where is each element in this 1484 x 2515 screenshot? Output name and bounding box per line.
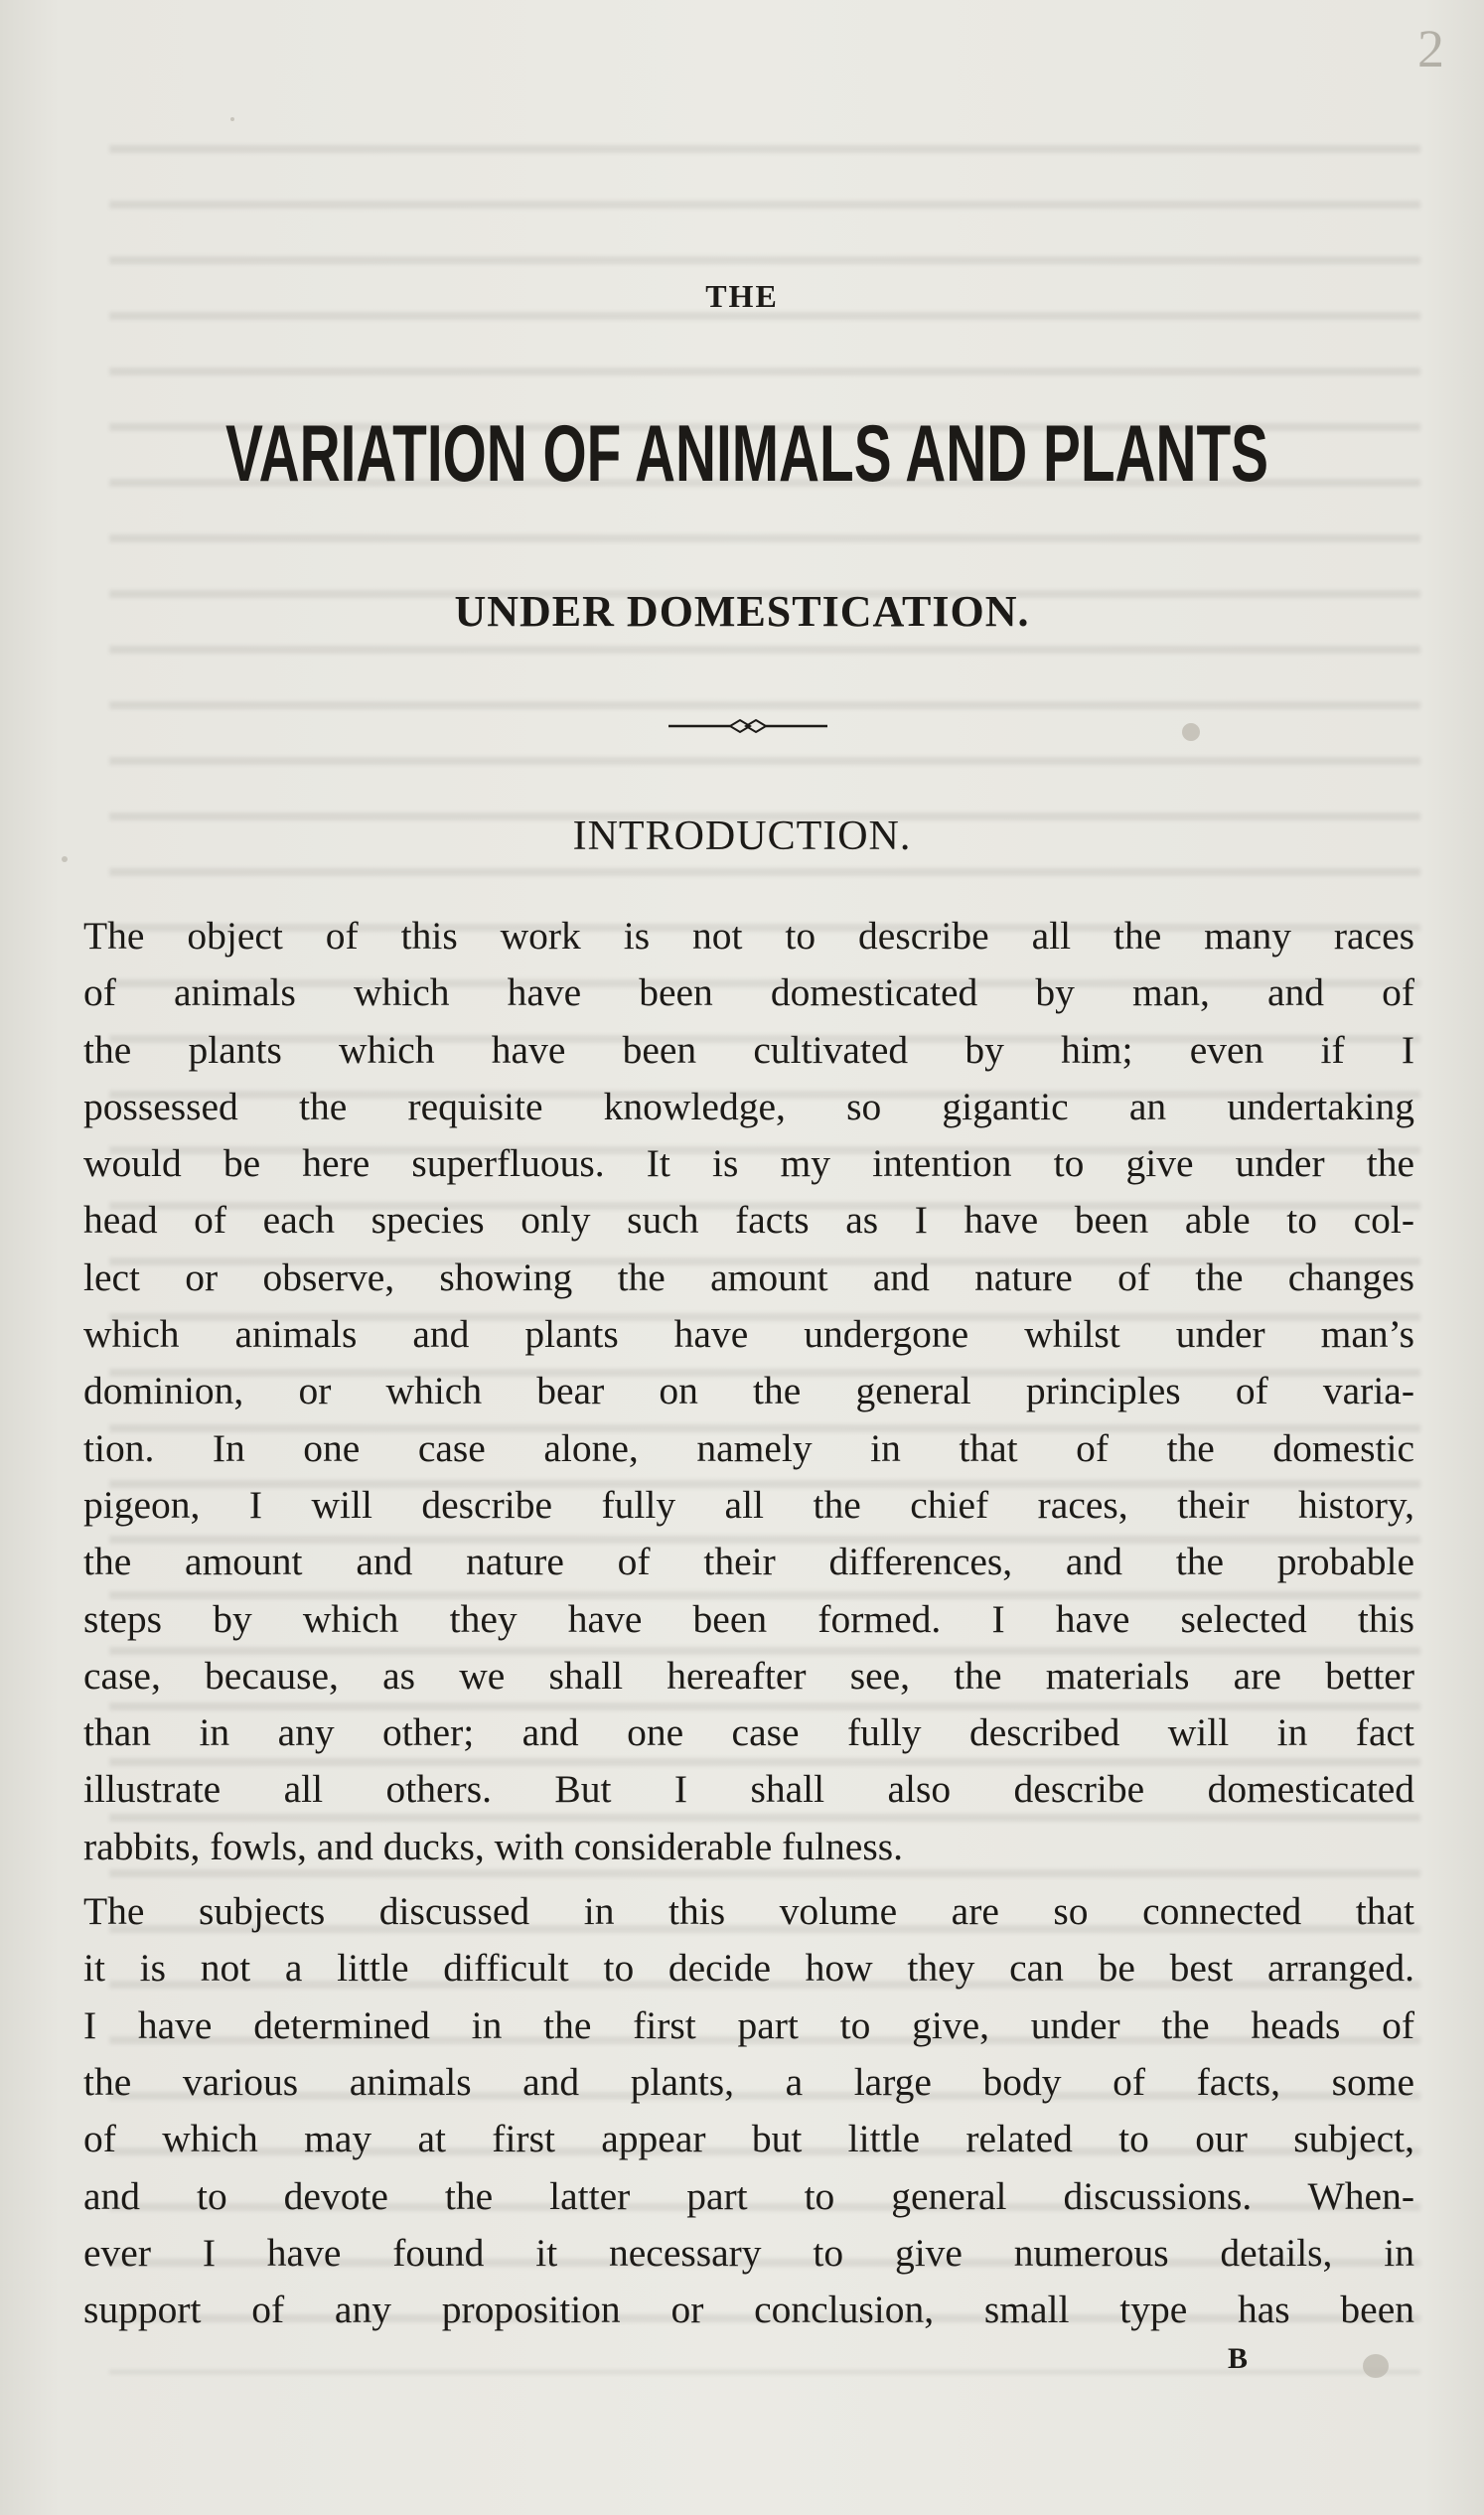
- text-line: support of any proposition or conclusion, small type has been: [83, 2288, 1414, 2332]
- text-line: which animals and plants have undergone whilst under man’s: [83, 1312, 1414, 1357]
- text-line: tion. In one case alone, namely in that of the domestic: [83, 1425, 1414, 1470]
- book-title: VARIATION OF ANIMALS AND PLANTS: [224, 407, 1269, 499]
- book-subtitle: UNDER DOMESTICATION.: [454, 587, 1030, 636]
- text-line: would be here superfluous. It is my intention to give under the: [83, 1141, 1414, 1186]
- text-line: steps by which they have been formed. I have selected this: [83, 1596, 1414, 1641]
- title-article: THE: [705, 278, 779, 314]
- text-line: dominion, or which bear on the general principles of varia-: [83, 1369, 1414, 1413]
- paper-speck: [62, 856, 68, 862]
- ornament-divider-icon: [668, 716, 827, 736]
- text-line: I have determined in the first part to give, under the heads of: [83, 2002, 1414, 2047]
- paragraph-1: [83, 908, 1414, 1875]
- text-line: the various animals and plants, a large body of facts, some: [83, 2059, 1414, 2104]
- text-line: ever I have found it necessary to give numerous details, in: [83, 2230, 1414, 2275]
- text-line: the amount and nature of their differences, and the probable: [83, 1540, 1414, 1584]
- paper-speck: [1363, 2354, 1389, 2378]
- section-heading: INTRODUCTION.: [572, 814, 912, 859]
- paragraph-2: [83, 1883, 1414, 2338]
- page-number: 2: [1417, 19, 1444, 78]
- text-line: pigeon, I will describe fully all the chief races, their history,: [83, 1482, 1414, 1527]
- body-text: [83, 908, 1414, 2338]
- text-line: illustrate all others. But I shall also describe domesticated: [83, 1767, 1414, 1812]
- text-line: head of each species only such facts as I have been able to col-: [83, 1198, 1414, 1243]
- text-line: the plants which have been cultivated by him; even if I: [83, 1027, 1414, 1072]
- text-line: The subjects discussed in this volume are so connected that: [83, 1889, 1414, 1934]
- text-line: it is not a little difficult to decide how they can be best arranged.: [83, 1946, 1414, 1991]
- signature-mark: B: [1228, 2342, 1249, 2375]
- text-line: lect or observe, showing the amount and nature of the changes: [83, 1255, 1414, 1299]
- text-line: rabbits, fowls, and ducks, with considerable fulness.: [83, 1824, 903, 1868]
- text-line: and to devote the latter part to general discussions. When-: [83, 2173, 1414, 2218]
- text-line: possessed the requisite knowledge, so gigantic an undertaking: [83, 1084, 1414, 1128]
- paper-speck: [1182, 723, 1200, 741]
- paper-speck: [230, 117, 234, 121]
- text-line: than in any other; and one case fully described will in fact: [83, 1710, 1414, 1755]
- text-line: of animals which have been domesticated by man, and of: [83, 970, 1414, 1015]
- text-line: case, because, as we shall hereafter see, the materials are better: [83, 1653, 1414, 1698]
- text-line: of which may at first appear but little related to our subject,: [83, 2117, 1414, 2161]
- text-line: The object of this work is not to describe all the many races: [83, 914, 1414, 958]
